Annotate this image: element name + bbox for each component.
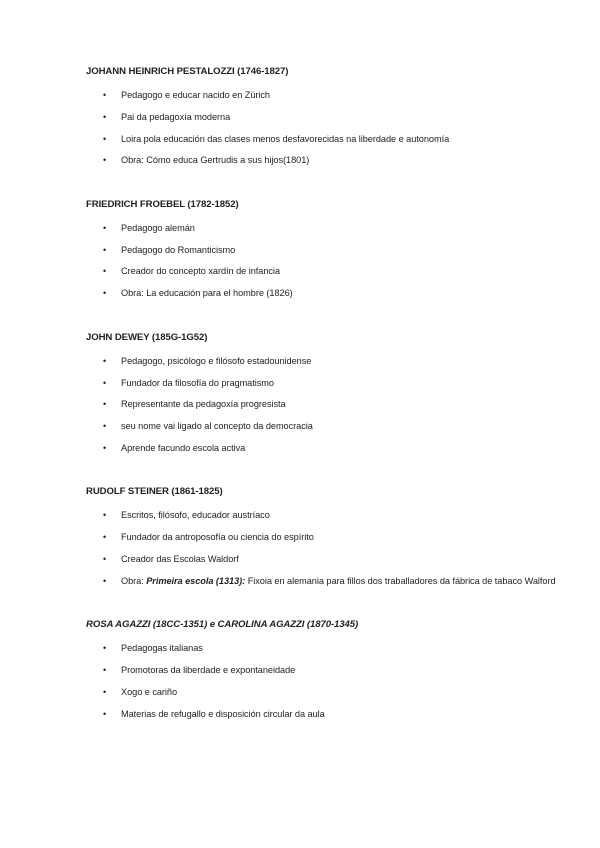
- list-item: • Obra: La educación para el hombre (1826): [103, 288, 293, 299]
- bullet-icon: •: [103, 686, 107, 697]
- bullet-list: [86, 89, 560, 167]
- bullet-icon: •: [103, 532, 107, 543]
- bullet-icon: •: [103, 575, 107, 586]
- section-dewey: [86, 332, 560, 455]
- list-item: • Creador das Escolas Waldorf: [103, 554, 239, 565]
- list-item: • Xogo e cariño: [103, 686, 178, 697]
- list-item: • Aprende facundo escola activa: [103, 442, 246, 453]
- bullet-icon: •: [103, 244, 107, 255]
- list-item: • Escritos, filósofo, educador austríaco: [103, 510, 270, 521]
- bullet-list: [86, 509, 560, 587]
- bullet-icon: •: [103, 266, 107, 277]
- bullet-icon: •: [103, 643, 107, 654]
- section-froebel: [86, 199, 560, 300]
- section-pestalozzi: [86, 66, 560, 167]
- bullet-icon: •: [103, 442, 107, 453]
- list-item: • Creador do concepto xardín de infancia: [103, 266, 280, 277]
- list-item: • Pedagogo alemán: [103, 222, 195, 233]
- list-item: • Pedagogo, psicólogo e filósofo estadounidense: [103, 355, 312, 366]
- bullet-list: [86, 642, 560, 720]
- section-agazzi: [86, 619, 560, 720]
- section-title: ROSA AGAZZI (18CC-1351) e CAROLINA AGAZZI (1870-1345): [86, 619, 359, 631]
- list-item: • Promotoras da liberdade e expontaneidade: [103, 665, 296, 676]
- list-item: • Obra: Primeira escola (1313): Fixoia en alemania para fillos dos traballadores da fábrica de tabaco Walford: [103, 575, 556, 586]
- bullet-icon: •: [103, 288, 107, 299]
- section-steiner: [86, 486, 560, 587]
- section-title: RUDOLF STEINER (1861-1825): [86, 486, 223, 498]
- section-title: FRIEDRICH FROEBEL (1782-1852): [86, 198, 239, 210]
- bullet-icon: •: [103, 510, 107, 521]
- list-item: • Pai da pedagoxía moderna: [103, 111, 231, 122]
- bullet-icon: •: [103, 554, 107, 565]
- bullet-icon: •: [103, 111, 107, 122]
- list-item: • Pedagogas italianas: [103, 643, 203, 654]
- list-item: • Pedagogo e educar nacido en Zürich: [103, 90, 270, 100]
- section-title: JOHN DEWEY (185G-1G52): [86, 331, 208, 343]
- list-item: • Loira pola educación das clases menos desfavorecidas na liberdade e autonomía: [103, 133, 450, 144]
- list-item: • Pedagogo do Romanticismo: [103, 244, 236, 255]
- section-title: JOHANN HEINRICH PESTALOZZI (1746-1827): [86, 66, 289, 77]
- bullet-list: [86, 222, 560, 300]
- bullet-icon: •: [103, 421, 107, 432]
- bullet-icon: •: [103, 222, 107, 233]
- list-item: • Fundador da antroposofía ou ciencia do espírito: [103, 532, 314, 543]
- bullet-icon: •: [103, 708, 107, 719]
- list-item: • seu nome vai ligado al concepto da democracia: [103, 421, 313, 432]
- bullet-icon: •: [103, 665, 107, 676]
- work-title: Primeira escola (1313):: [146, 575, 246, 586]
- bullet-icon: •: [103, 133, 107, 144]
- bullet-icon: •: [103, 355, 107, 366]
- bullet-icon: •: [103, 377, 107, 388]
- bullet-icon: •: [103, 90, 107, 100]
- bullet-list: [86, 355, 560, 455]
- bullet-icon: •: [103, 155, 107, 166]
- list-item: • Materias de refugallo e disposición circular da aula: [103, 708, 325, 719]
- list-item: • Representante da pedagoxía progresista: [103, 399, 286, 410]
- bullet-icon: •: [103, 399, 107, 410]
- list-item: • Fundador da filosofía do pragmatismo: [103, 377, 274, 388]
- list-item: • Obra: Cómo educa Gertrudis a sus hijos(1801): [103, 155, 310, 166]
